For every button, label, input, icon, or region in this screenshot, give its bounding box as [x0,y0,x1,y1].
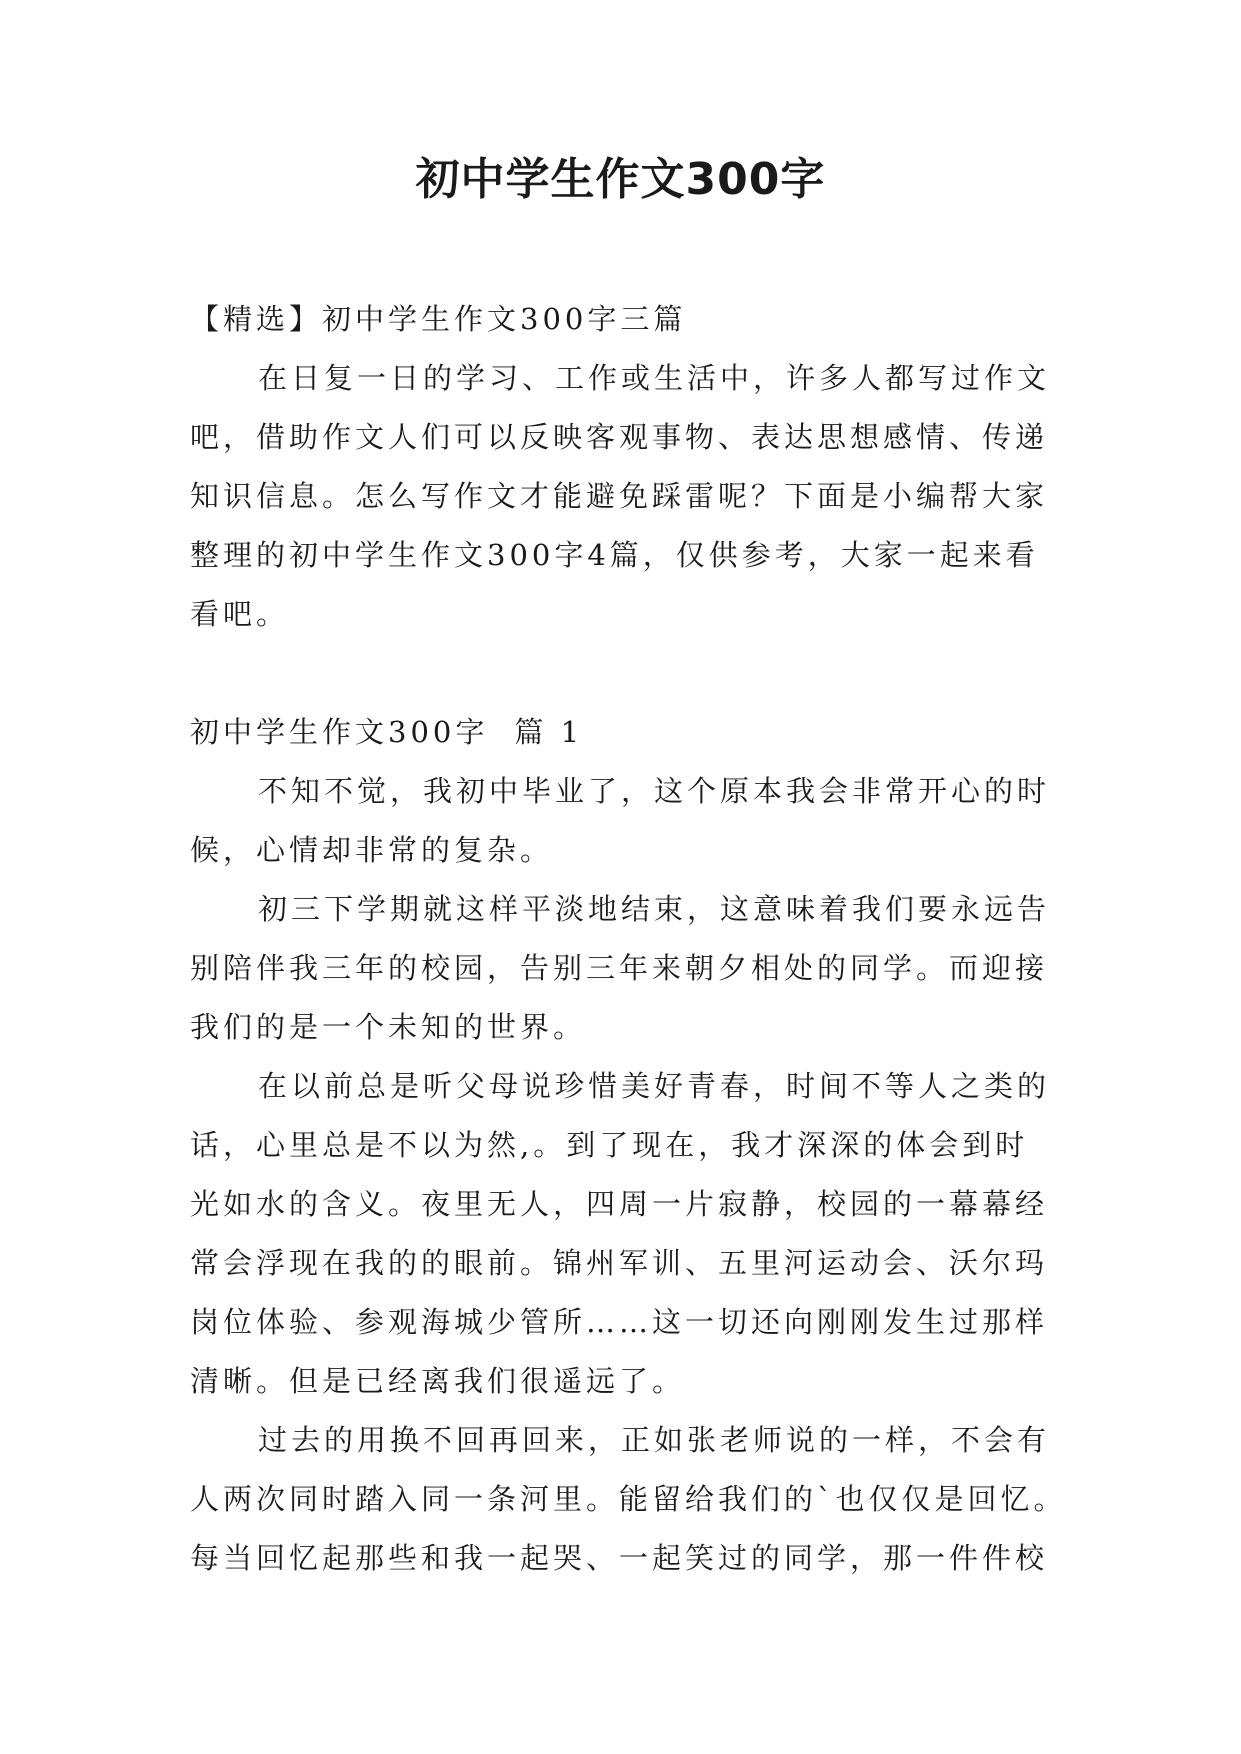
body-paragraph [190,1411,1067,1588]
paragraph-line: 话，心里总是不以为然,。到了现在，我才深深的体会到时 [190,1128,1029,1162]
section-heading [190,703,1060,762]
intro-paragraph [190,349,1060,644]
body-paragraph [190,1057,1060,1411]
paragraph-line: 每当回忆起那些和我一起哭、一起笑过的同学，那一件件校 [190,1541,1049,1575]
document-title: 初中学生作文300字 [415,154,826,205]
section-spacer [190,644,1060,703]
paragraph-line: 过去的用换不回再回来，正如张老师说的一样，不会有 [258,1423,1051,1457]
paragraph-line: 候，心情却非常的复杂。 [190,833,554,867]
paragraph-line: 清晰。但是已经离我们很遥远了。 [190,1364,686,1398]
intro-line: 整理的初中学生作文300字4篇，仅供参考，大家一起来看 [190,538,1039,572]
intro-line: 看吧。 [190,597,290,631]
paragraph-line: 人两次同时踏入同一条河里。能留给我们的`也仅仅是回忆。 [190,1482,1067,1516]
body-paragraph [190,762,1060,880]
document-body [190,290,1067,1588]
paragraph-line: 我们的是一个未知的世界。 [190,1010,587,1044]
paragraph-line: 不知不觉，我初中毕业了，这个原本我会非常开心的时 [258,774,1051,808]
intro-line: 知识信息。怎么写作文才能避免踩雷呢？下面是小编帮大家 [190,479,1049,513]
section-heading-title: 初中学生作文300字 [190,715,489,749]
paragraph-line: 常会浮现在我的的眼前。锦州军训、五里河运动会、沃尔玛 [190,1246,1049,1280]
section-heading-part: 篇 1 [514,715,584,749]
paragraph-line: 光如水的含义。夜里无人，四周一片寂静，校园的一幕幕经 [190,1187,1049,1221]
document-subtitle: 【精选】初中学生作文300字三篇 [190,302,687,336]
paragraph-line: 岗位体验、参观海城少管所……这一切还向刚刚发生过那样 [190,1305,1049,1339]
paragraph-line: 初三下学期就这样平淡地结束，这意味着我们要永远告 [258,892,1051,926]
paragraph-line: 别陪伴我三年的校园，告别三年来朝夕相处的同学。而迎接 [190,951,1049,985]
intro-line: 在日复一日的学习、工作或生活中，许多人都写过作文 [258,361,1051,395]
body-paragraph [190,880,1060,1057]
intro-line: 吧，借助作文人们可以反映客观事物、表达思想感情、传递 [190,420,1049,454]
paragraph-line: 在以前总是听父母说珍惜美好青春，时间不等人之类的 [258,1069,1051,1103]
